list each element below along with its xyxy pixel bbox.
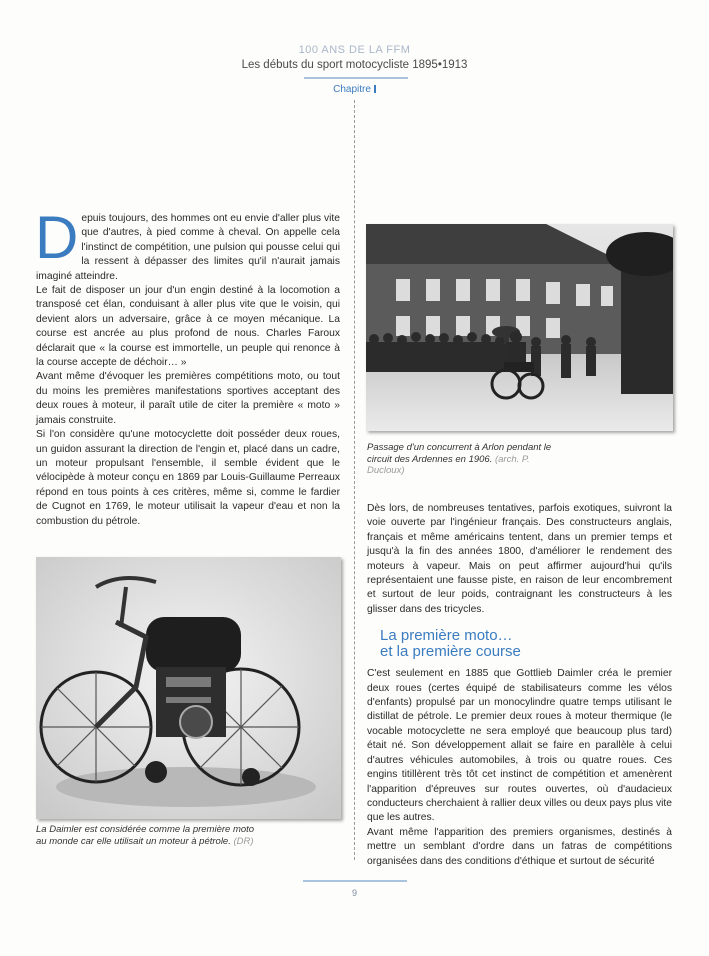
page-number: 9 [351,888,357,898]
left-column [35,204,340,529]
right-column [367,502,672,869]
photo-arlon-race [366,224,673,431]
header-subtitle: Les débuts du sport motocycliste 1895•1913 [241,59,468,71]
header-rule [304,77,408,79]
section-heading-line: La première moto… [380,627,513,645]
section-heading [380,628,672,660]
body-paragraph: Avant même l'apparition des premiers organismes, destinés à mettre un semblant d'ordre dans un fatras de compétitions organisées dans des conditions d'éthique et surtout de sécurité [367,826,672,867]
photo-credit: (arch. P. Ducloux) [367,453,530,476]
body-paragraph: Le fait de disposer un jour d'un engin destiné à la locomotion a transposé cet élan, conduisant à aller plus vite que le voisin, qui devient alors un adversaire, grâce à ce moyen mécanique. La course est ancrée au plus profond de nous. Charles Faroux déclarait que « la course est immortelle, un peuple qui renonce à la course accepte de déchoir… » [36,285,340,369]
running-header [0,44,709,72]
drop-cap: D [35,204,79,271]
section-heading-line: et la première course [380,643,521,661]
chapter-text: Chapitre [333,84,371,95]
chapter-bar-icon [374,85,376,93]
body-paragraph: C'est seulement en 1885 que Gottlieb Daimler créa le premier deux roues (certes équipé de stabilisateurs comme les vélos d'enfants) propulsé par un monocylindre quatre temps utilisant le distillat de pétrole. Le premier deux roues à moteur thermique (le vocable motocyclette ne sera employé que beaucoup plus tard) était né. Son développement allait se faire en parallèle à celui d'autres véhicules automobiles, à trois ou quatre roues. Ces engins titillèrent très tôt cet instinct de compétition et amenèrent l'apparition d'épreuves sur routes ouvertes, où d'audacieux conducteurs cherchaient à rallier deux villes ou deux pays plus vite que les autres. [367,668,672,824]
caption-text: La Daimler est considérée comme la première moto au monde car elle utilisait un moteur à pétrole. [36,824,255,847]
photo-caption [36,824,256,847]
body-paragraph: Avant même d'évoquer les premières compétitions moto, ou tout du moins les premières manifestations sportives acceptant des deux roues à moteur, il paraît utile de citer la première « moto » jamais construite. [36,371,340,426]
column-divider [354,100,355,860]
photo-daimler-motorcycle [36,557,341,819]
photo-credit: (DR) [233,835,254,847]
body-paragraph: Si l'on considère qu'une motocyclette doit posséder deux roues, un guidon assurant la direction de l'engin et, placé dans un cadre, un moteur propulsant l'ensemble, il semble évident que le vélocipède à moteur conçu en 1869 par Louis-Guillaume Perreaux répond en tous points à ces critères, même si, comme le fardier de Cugnot en 1769, le moteur utilisait la vapeur d'eau et non la combustion du pétrole. [36,429,340,527]
chapter-label [0,84,709,95]
caption-text: Passage d'un concurrent à Arlon pendant le circuit des Ardennes en 1906. [367,442,552,465]
intro-text: epuis toujours, des hommes ont eu envie d'aller plus vite que d'autres, à pied comme à cheval. On appelle cela l'instinct de compétition, une pulsion qui pousse celui qui la ressent à dépasser des limites qu'il n'aurait jamais imaginé atteindre. [36,213,340,282]
footer-rule [303,880,407,882]
header-title: 100 ANS DE LA FFM [298,44,411,56]
photo-caption [367,442,567,477]
intro-paragraph [35,204,340,284]
body-paragraph: Dès lors, de nombreuses tentatives, parfois exotiques, suivront la voie ouverte par l'ingénieur français. Des constructeurs anglais, français et même américains tentent, dans un premier temps et jusqu'à la fin des années 1800, d'améliorer le rendement des moteurs à vapeur. Mais on peut affirmer aujourd'hui qu'ils représentaient une fausse piste, en raison de leur encombrement et surtout de leur poids, contraignant les constructeurs à les glisser dans des tricycles. [367,503,672,615]
